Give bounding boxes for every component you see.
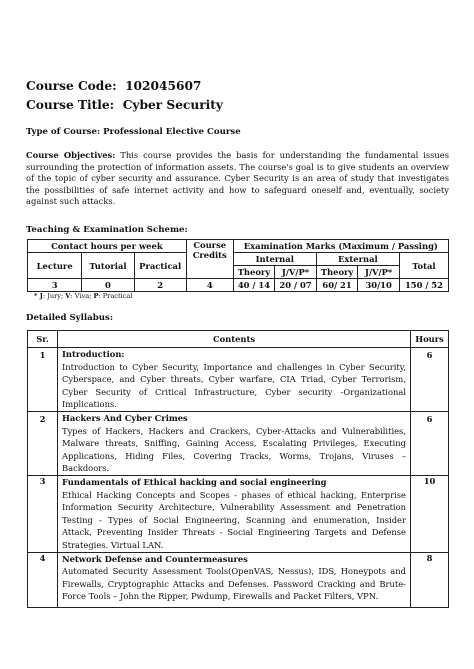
internal-theory-header: Theory xyxy=(233,266,275,279)
note-p: P xyxy=(93,292,99,300)
row-text: Introduction to Cyber Security, Importance and challenges in Cyber Security, Cyberspace, and Cyber threats, Cyber warfare, CIA Triad, Cyber Terrorism, Cyber Security of Critical Infrastructure, Cyber security -Organizational Implications. xyxy=(62,361,406,410)
note-p-text: : Practical xyxy=(98,292,133,300)
row-hours: 6 xyxy=(411,411,449,475)
credits-header xyxy=(186,240,233,279)
scheme-footnote xyxy=(34,292,132,300)
total-header: Total xyxy=(399,253,448,279)
row-title: Fundamentals of Ethical hacking and social engineering xyxy=(62,476,327,487)
external-theory-header: Theory xyxy=(316,266,358,279)
scheme-heading: Teaching & Examination Scheme: xyxy=(26,225,188,235)
syllabus-table xyxy=(27,330,449,608)
internal-header: Internal xyxy=(233,253,316,266)
note-j: * J xyxy=(34,292,43,300)
row-contents xyxy=(58,348,411,412)
table-row xyxy=(28,411,449,475)
tutorial-value: 0 xyxy=(82,279,134,292)
row-contents xyxy=(58,411,411,475)
note-j-text: : Jury; xyxy=(42,292,66,300)
hours-header: Hours xyxy=(411,331,449,348)
row-hours: 8 xyxy=(411,552,449,607)
course-code xyxy=(26,79,201,93)
contact-hours-header: Contact hours per week xyxy=(28,240,187,253)
row-title: Introduction: xyxy=(62,349,125,359)
course-type-label: Type of Course: xyxy=(26,127,101,137)
note-v: V xyxy=(65,292,71,300)
credits-value: 4 xyxy=(186,279,233,292)
row-contents xyxy=(58,552,411,607)
row-title: Network Defense and Countermeasures xyxy=(62,553,248,564)
external-theory-value: 60/ 21 xyxy=(316,279,358,292)
row-hours: 10 xyxy=(411,475,449,552)
course-code-label: Course Code: xyxy=(26,79,117,93)
practical-header: Practical xyxy=(134,253,186,279)
row-text: Ethical Hacking Concepts and Scopes - phases of ethical hacking, Enterprise Information Security Architecture, Vulnerability Assessment and Penetration Testing - Types of Social Engineering, Scanning and enumeration, Insider Attack, Preventing Insider Threats - Social Engineering Targets and Defense Strategies. Virtual LAN. xyxy=(62,489,406,550)
row-sr: 4 xyxy=(28,552,58,607)
course-objectives xyxy=(26,150,449,208)
course-title-label: Course Title: xyxy=(26,98,115,112)
course-type-value: Professional Elective Course xyxy=(103,127,241,137)
practical-value: 2 xyxy=(134,279,186,292)
lecture-header: Lecture xyxy=(28,253,82,279)
internal-jvp-header: J/V/P* xyxy=(275,266,317,279)
exam-marks-header: Examination Marks (Maximum / Passing) xyxy=(233,240,448,253)
objectives-text: This course provides the basis for understanding the fundamental issues surrounding the protection of information assets. The course's goal is to give students an overview of the topic of cyber security and assurance. Cyber Security is an area of study that investigates the possibilities of safe internet activity and how to safeguard oneself and, eventually, society against such attacks. xyxy=(26,150,449,207)
internal-theory-value: 40 / 14 xyxy=(233,279,275,292)
row-sr: 3 xyxy=(28,475,58,552)
table-row xyxy=(28,348,449,412)
course-title xyxy=(26,98,223,112)
total-value: 150 / 52 xyxy=(399,279,448,292)
external-header: External xyxy=(316,253,399,266)
row-sr: 2 xyxy=(28,411,58,475)
course-type xyxy=(26,127,241,137)
lecture-value: 3 xyxy=(28,279,82,292)
tutorial-header: Tutorial xyxy=(82,253,134,279)
table-row xyxy=(28,552,449,607)
external-jvp-value: 30/10 xyxy=(358,279,400,292)
row-contents xyxy=(58,475,411,552)
row-text: Automated Security Assessment Tools(OpenVAS, Nessus), IDS, Honeypots and Firewalls, Cryptographic Attacks and Defenses. Password Cracking and Brute-Force Tools – John the Ripper, Pwdump, Firewalls and Packet Filters, VPN. xyxy=(62,566,406,602)
row-hours: 6 xyxy=(411,348,449,412)
scheme-table xyxy=(27,239,449,292)
row-sr: 1 xyxy=(28,348,58,412)
internal-jvp-value: 20 / 07 xyxy=(275,279,317,292)
row-text: Types of Hackers, Hackers and Crackers, Cyber-Attacks and Vulnerabilities, Malware threats, Sniffing, Gaining Access, Escalating Privileges, Executing Applications, Hiding Files, Covering Tracks, Worms, Trojans, Viruses – Backdoors. xyxy=(62,425,406,474)
external-jvp-header: J/V/P* xyxy=(358,266,400,279)
syllabus-heading: Detailed Syllabus: xyxy=(26,313,114,323)
course-code-value: 102045607 xyxy=(125,79,202,93)
contents-header: Contents xyxy=(58,331,411,348)
row-title: Hackers And Cyber Crimes xyxy=(62,412,188,423)
objectives-label: Course Objectives: xyxy=(26,150,116,160)
course-title-value: Cyber Security xyxy=(122,98,224,112)
sr-header: Sr. xyxy=(28,331,58,348)
note-v-text: : Viva; xyxy=(70,292,94,300)
credits-header-text: Course Credits xyxy=(192,240,227,260)
table-row xyxy=(28,475,449,552)
